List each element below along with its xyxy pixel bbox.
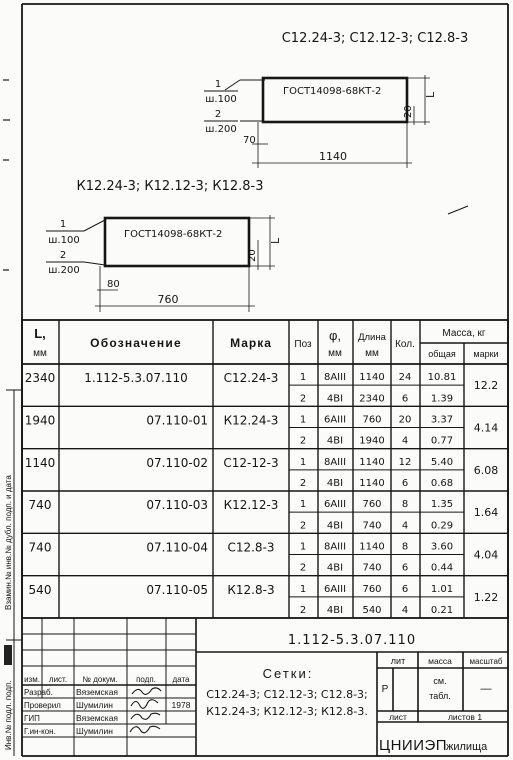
mesh-1-dim-height: 20 xyxy=(403,105,414,118)
title-block-desc-2: К12.24-3; К12.12-3; К12.8-3. xyxy=(206,705,368,718)
mesh-2-dim-L: L xyxy=(269,237,282,244)
binding-marks xyxy=(3,80,10,270)
pos-length: 760 xyxy=(362,583,382,595)
pos-length: 2340 xyxy=(359,393,385,405)
col-L: L, xyxy=(34,326,46,341)
pos-length: 1140 xyxy=(359,456,385,468)
mesh-2-pos2: 2 xyxy=(59,250,67,261)
col-list: лист. xyxy=(48,675,68,684)
mesh-1-pos2: 2 xyxy=(214,109,222,120)
mesh-2-dim-length: 760 xyxy=(157,293,179,306)
role-chief: Г.ин-кон. xyxy=(24,727,56,736)
role-developer: Разраб. xyxy=(24,688,53,697)
pos-number: 2 xyxy=(299,477,307,489)
scale-label: масштаб xyxy=(469,657,503,666)
pos-qty: 24 xyxy=(398,372,412,384)
pos-number: 2 xyxy=(299,435,307,447)
pos-diameter: 4ВI xyxy=(326,562,344,574)
pos-mass: 0.21 xyxy=(430,604,454,616)
row-designation: 07.110-01 xyxy=(146,413,208,428)
row-mark: К12.8-3 xyxy=(227,582,275,597)
pos-number: 1 xyxy=(299,499,307,511)
name-chief: Шумилин xyxy=(76,726,113,736)
drawing-2 xyxy=(46,179,468,312)
pos-diameter: 8АIII xyxy=(323,541,347,553)
row-L: 1940 xyxy=(24,413,56,428)
pos-qty: 8 xyxy=(401,541,409,553)
row-mark: К12.24-3 xyxy=(223,413,279,428)
col-phi-unit: мм xyxy=(328,348,342,359)
row-L: 740 xyxy=(28,540,52,555)
pos-qty: 8 xyxy=(401,499,409,511)
name-checker: Шумилин xyxy=(76,700,113,710)
mesh-1-dim-offset: 70 xyxy=(243,135,256,146)
org-name: ЦНИИЭП xyxy=(379,737,448,754)
doc-number: 1.112-5.3.07.110 xyxy=(287,633,417,648)
row-designation: 07.110-03 xyxy=(146,498,208,513)
pos-mass: 0.44 xyxy=(430,562,454,574)
row-designation: 07.110-02 xyxy=(146,455,208,470)
row-designation: 07.110-05 xyxy=(146,582,208,597)
drawing-1-title: С12.24-3; С12.12-3; С12.8-3 xyxy=(281,31,469,46)
pos-mass: 5.40 xyxy=(430,456,454,468)
sheets-label: листов 1 xyxy=(447,712,483,722)
pos-length: 760 xyxy=(362,499,382,511)
row-mark: С12.8-3 xyxy=(227,540,275,555)
scale-value: — xyxy=(480,683,492,695)
org-suffix: жилища xyxy=(446,741,488,753)
col-qty: Кол. xyxy=(395,339,415,350)
mesh-1-pos2-size: ш.200 xyxy=(205,124,237,135)
pos-qty: 12 xyxy=(398,456,412,468)
pos-mass: 1.35 xyxy=(430,499,454,511)
col-sign: подп. xyxy=(136,675,156,684)
pos-number: 1 xyxy=(299,541,307,553)
col-length-unit: мм xyxy=(365,348,379,359)
row-L: 2340 xyxy=(24,371,56,386)
pos-diameter: 4ВI xyxy=(326,604,344,616)
lit-label: лит xyxy=(390,656,406,666)
mesh-2-outline xyxy=(105,218,249,266)
row-mass-mark: 12.2 xyxy=(473,379,499,393)
pos-length: 540 xyxy=(362,604,382,616)
lit-value: Р xyxy=(381,684,389,695)
stamp-blot xyxy=(4,645,12,665)
pos-length: 1140 xyxy=(359,372,385,384)
signatures xyxy=(130,688,161,733)
pos-diameter: 8АIII xyxy=(323,456,347,468)
pos-mass: 1.39 xyxy=(430,393,454,405)
mesh-2-dim-offset: 80 xyxy=(107,279,120,290)
pos-diameter: 6АIII xyxy=(323,414,347,426)
pos-number: 1 xyxy=(299,583,307,595)
col-pos: Поз xyxy=(294,339,312,350)
pos-diameter: 8АIII xyxy=(323,372,347,384)
pos-mass: 0.77 xyxy=(430,435,454,447)
pos-mass: 3.37 xyxy=(430,414,454,426)
pos-diameter: 4ВI xyxy=(326,435,344,447)
row-mass-mark: 4.04 xyxy=(473,548,499,562)
mesh-2-pos2-size: ш.200 xyxy=(48,265,80,276)
pos-qty: 4 xyxy=(401,520,409,532)
role-gip: ГИП xyxy=(24,714,40,723)
pos-mass: 0.29 xyxy=(430,520,454,532)
pos-qty: 6 xyxy=(401,393,409,405)
col-mark: Марка xyxy=(230,336,272,350)
pos-number: 2 xyxy=(299,520,307,532)
mesh-2-pos1-size: ш.100 xyxy=(48,235,80,246)
mass-value-1: см. xyxy=(433,676,447,686)
col-date: дата xyxy=(172,675,190,684)
mesh-1-outline xyxy=(263,78,407,122)
name-developer: Вяземская xyxy=(76,687,119,697)
pos-qty: 6 xyxy=(401,583,409,595)
row-mass-mark: 1.64 xyxy=(473,506,499,520)
col-mass-total: общая xyxy=(428,349,456,359)
row-mass-mark: 6.08 xyxy=(473,463,499,477)
sheet-label: лист xyxy=(389,712,407,722)
pos-mass: 3.60 xyxy=(430,541,454,553)
pos-mass: 10.81 xyxy=(427,372,457,384)
row-L: 1140 xyxy=(24,455,56,470)
title-block xyxy=(22,618,508,756)
pos-number: 2 xyxy=(299,604,307,616)
pos-number: 1 xyxy=(299,372,307,384)
mesh-2-standard: ГОСТ14098-68КТ-2 xyxy=(124,229,223,240)
col-doc: № докум. xyxy=(82,675,118,684)
pos-length: 1140 xyxy=(359,541,385,553)
drawing-1 xyxy=(204,31,468,168)
mesh-1-dim-L: L xyxy=(424,91,437,98)
col-phi: φ, xyxy=(328,328,342,343)
mass-label: масса xyxy=(428,656,452,666)
row-mark: С12-12-3 xyxy=(223,455,279,470)
row-mark: К12.12-3 xyxy=(223,498,279,513)
col-designation: Обозначение xyxy=(90,336,182,350)
role-checker: Проверил xyxy=(24,701,61,710)
row-L: 540 xyxy=(28,582,52,597)
pos-qty: 6 xyxy=(401,477,409,489)
pos-number: 2 xyxy=(299,393,307,405)
col-length: Длина xyxy=(358,332,386,343)
date-checker: 1978 xyxy=(171,700,191,710)
pos-qty: 20 xyxy=(398,414,412,426)
mass-value-2: табл. xyxy=(429,691,451,701)
pos-length: 1140 xyxy=(359,477,385,489)
spec-table xyxy=(22,320,508,618)
pos-length: 760 xyxy=(362,414,382,426)
col-izm: изм. xyxy=(24,675,40,684)
pos-length: 740 xyxy=(362,520,382,532)
mesh-2-dim-height: 20 xyxy=(247,249,258,262)
pos-length: 1940 xyxy=(359,435,385,447)
title-block-title: Сетки: xyxy=(262,666,314,681)
pos-diameter: 4ВI xyxy=(326,477,344,489)
pos-diameter: 4ВI xyxy=(326,393,344,405)
mesh-1-standard: ГОСТ14098-68КТ-2 xyxy=(283,86,382,97)
side-stamp-text-bottom: Инв.№ подл. подп. xyxy=(4,680,13,750)
col-L-unit: мм xyxy=(33,348,47,359)
name-gip: Вяземская xyxy=(76,713,119,723)
pos-number: 2 xyxy=(299,562,307,574)
pos-qty: 6 xyxy=(401,562,409,574)
pos-diameter: 6АIII xyxy=(323,499,347,511)
row-designation: 1.112-5.3.07.110 xyxy=(84,371,188,386)
pos-diameter: 6АIII xyxy=(323,583,347,595)
mesh-1-pos1-size: ш.100 xyxy=(205,94,237,105)
mesh-1-dim-length: 1140 xyxy=(319,150,347,163)
pos-qty: 4 xyxy=(401,435,409,447)
drawing-2-title: К12.24-3; К12.12-3; К12.8-3 xyxy=(76,179,264,194)
title-block-desc-1: С12.24-3; С12.12-3; С12.8-3; xyxy=(206,688,368,701)
row-designation: 07.110-04 xyxy=(146,540,208,555)
row-mass-mark: 4.14 xyxy=(473,421,499,435)
spec-rows xyxy=(22,371,508,616)
pos-diameter: 4ВI xyxy=(326,520,344,532)
row-L: 740 xyxy=(28,498,52,513)
side-stamp xyxy=(4,390,22,756)
mesh-2-pos1: 1 xyxy=(59,219,67,230)
col-mass-mark: марки xyxy=(473,349,499,359)
pos-mass: 1.01 xyxy=(430,583,454,595)
side-stamp-text-top: Взамин.№ инв.№ дубл. подп. и дата xyxy=(4,475,13,610)
pos-length: 740 xyxy=(362,562,382,574)
mesh-1-pos1: 1 xyxy=(214,79,222,90)
pos-qty: 4 xyxy=(401,604,409,616)
col-mass: Масса, кг xyxy=(442,328,486,339)
row-mass-mark: 1.22 xyxy=(473,590,499,604)
row-mark: С12.24-3 xyxy=(223,371,279,386)
pos-number: 1 xyxy=(299,456,307,468)
pos-mass: 0.68 xyxy=(430,477,454,489)
pos-number: 1 xyxy=(299,414,307,426)
